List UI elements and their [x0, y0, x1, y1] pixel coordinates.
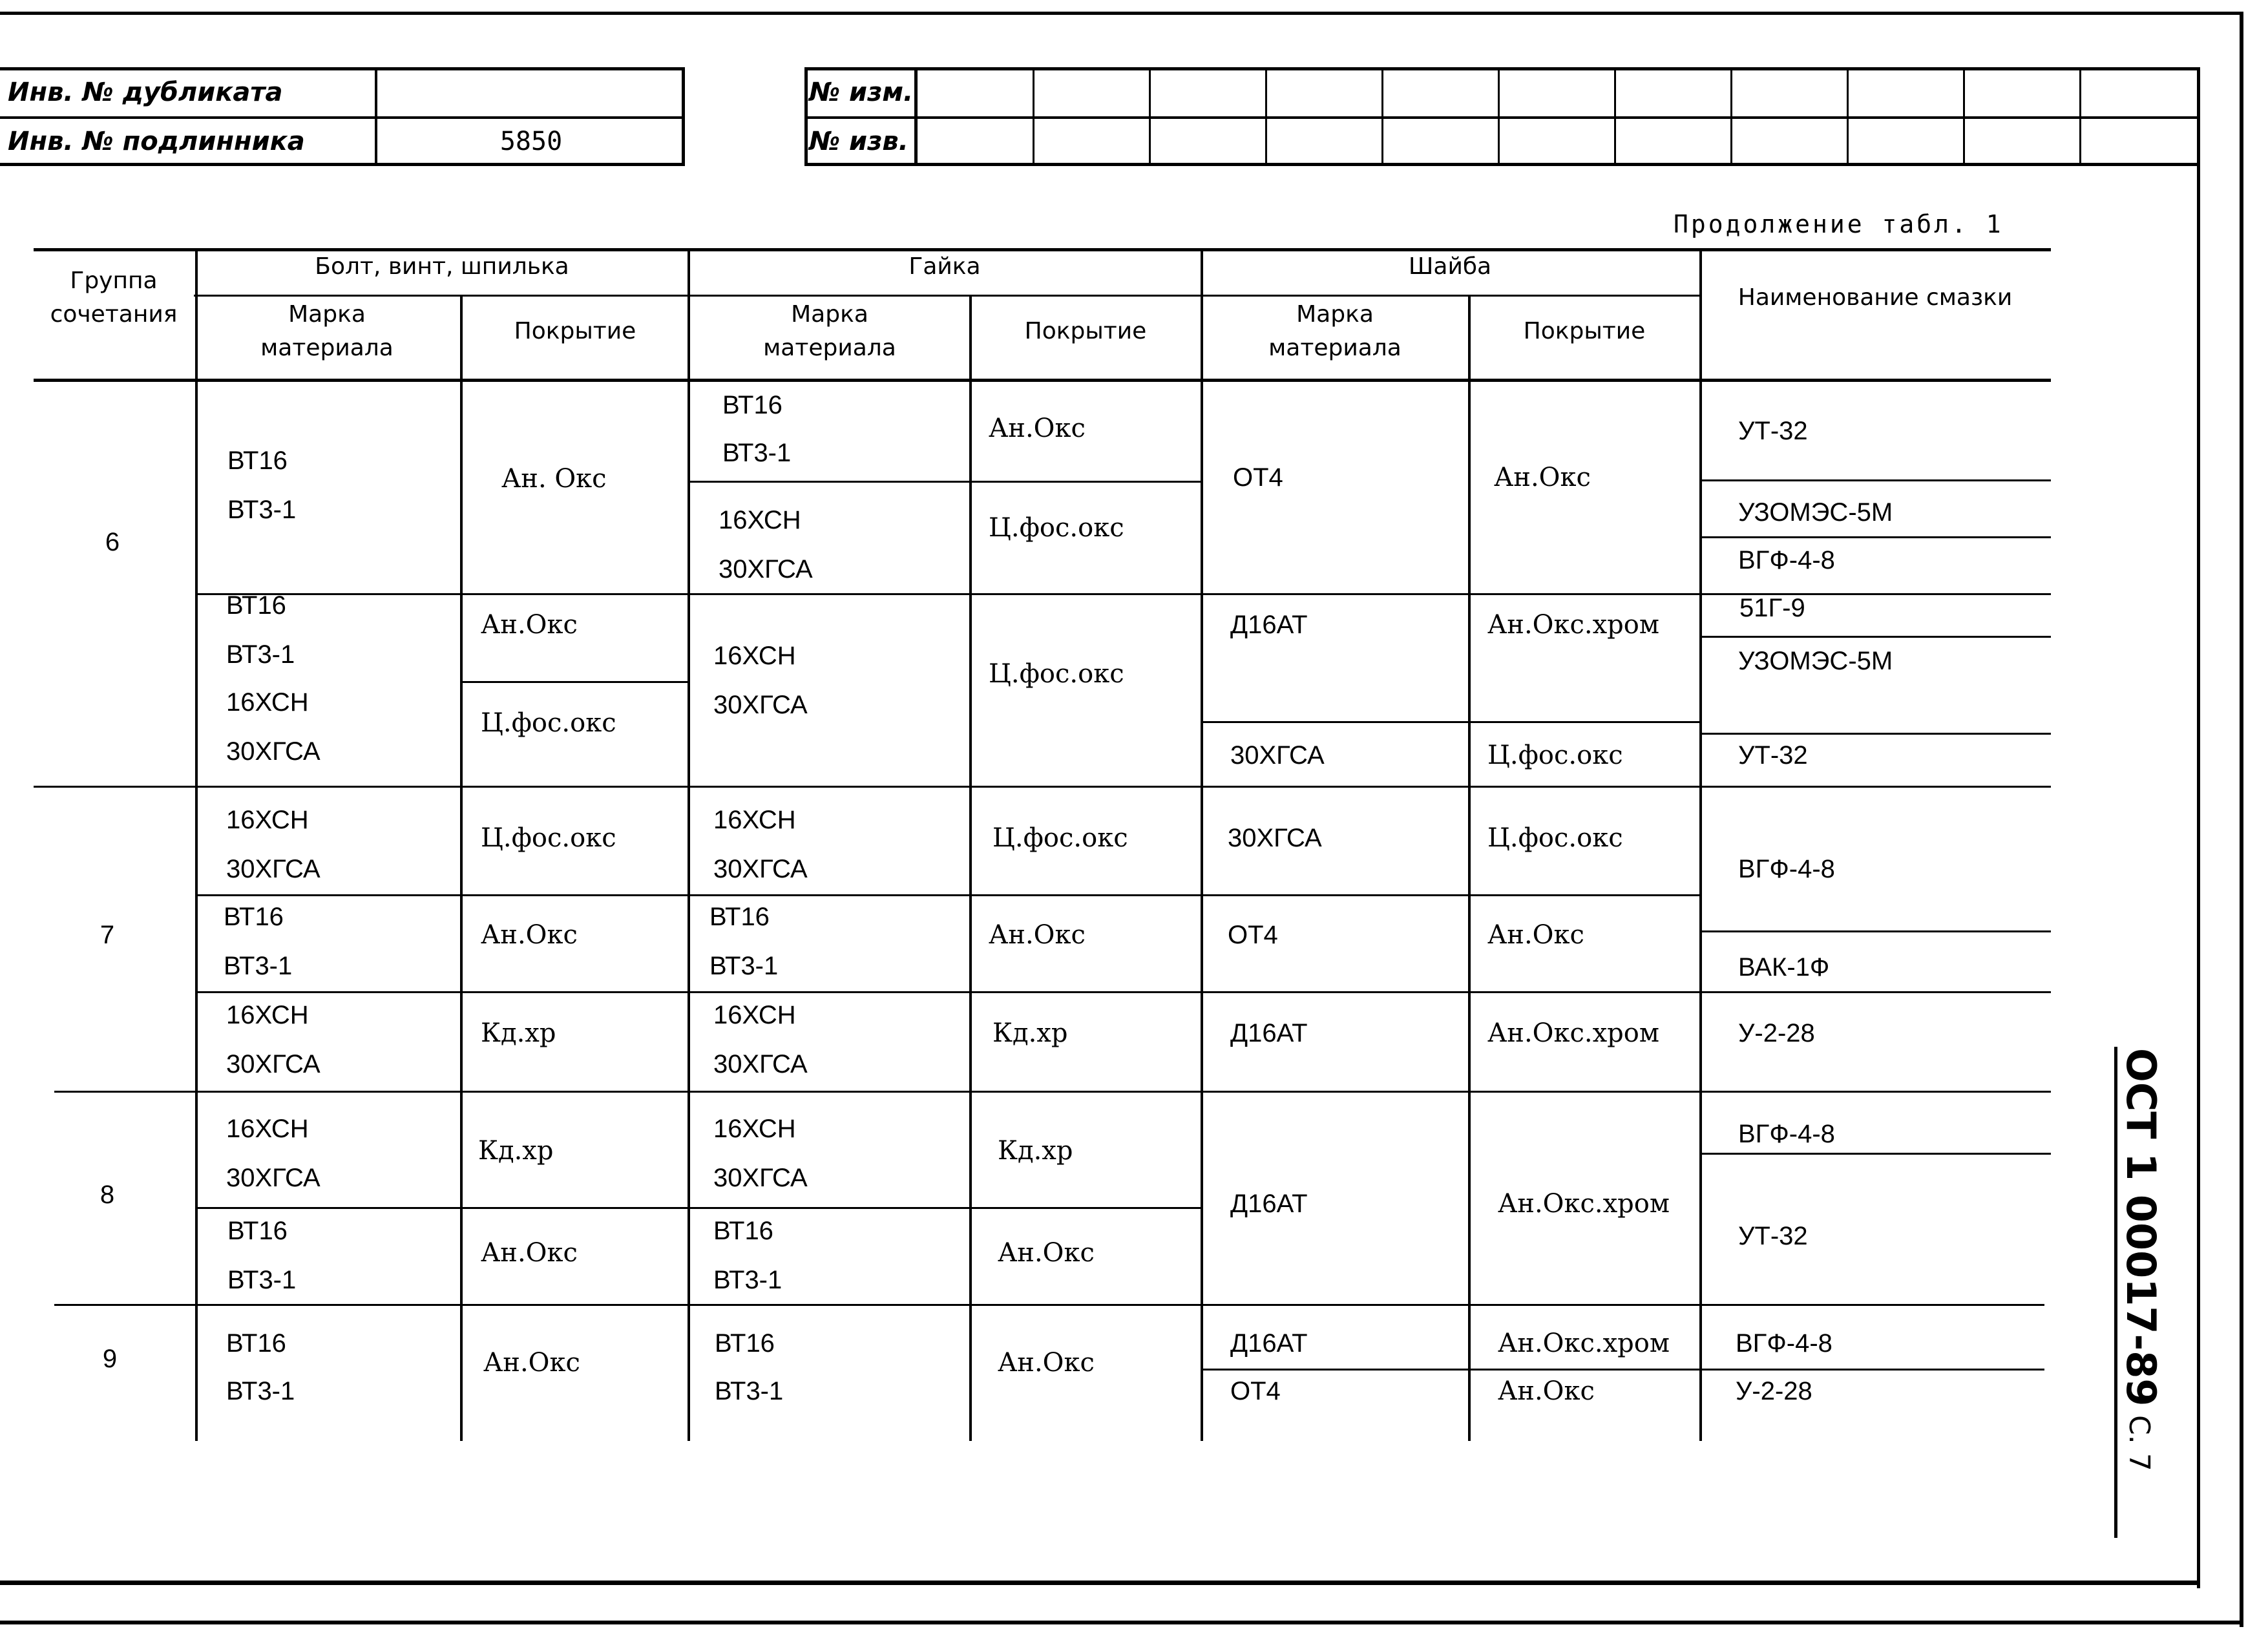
change-number-label: № изм. — [809, 78, 914, 107]
g8-bolt-b-1: ВТ16 — [227, 1217, 288, 1245]
g6-washer-c: 30ХГСА — [1230, 741, 1325, 770]
header-washer-material-2: материала — [1268, 335, 1402, 361]
g6-bolt-b-2: ВТ3-1 — [226, 640, 295, 669]
g9-washer-a-coating: Ан.Окс.хром — [1498, 1329, 1670, 1358]
g7-nut-c-1: 16ХСН — [713, 1001, 796, 1029]
g9-nut-2: ВТ3-1 — [715, 1377, 784, 1405]
header-bolt: Болт, винт, шпилька — [315, 253, 569, 280]
g9-bolt-1: ВТ16 — [226, 1329, 286, 1358]
frame-right-line — [2240, 12, 2243, 1627]
table-caption: Продолжение табл. 1 — [1674, 210, 2004, 238]
g9-lubricant-a: ВГФ-4-8 — [1736, 1329, 1832, 1358]
g6-bolt-a-1: ВТ16 — [227, 446, 288, 475]
g8-bolt-a-1: 16ХСН — [226, 1115, 309, 1143]
header-washer: Шайба — [1408, 253, 1492, 280]
g7-bolt-b-coating: Ан.Окс — [481, 920, 578, 950]
g9-nut-coating: Ан.Окс — [998, 1348, 1095, 1378]
dup-inv-label: Инв. № дубликата — [8, 78, 283, 107]
g6-nut-a-coating: Ан.Окс — [989, 414, 1086, 443]
group-number-8: 8 — [100, 1181, 115, 1209]
header-nut-coating: Покрытие — [1024, 318, 1147, 344]
g8-nut-b-2: ВТ3-1 — [713, 1266, 782, 1294]
header-bolt-coating: Покрытие — [514, 318, 636, 344]
g7-nut-a-coating: Ц.фос.окс — [992, 823, 1128, 853]
g6-lubricant-b: УЗОМЭС-5М — [1738, 498, 1893, 527]
g8-bolt-b-2: ВТ3-1 — [227, 1266, 297, 1294]
g7-bolt-a-coating: Ц.фос.окс — [481, 823, 616, 853]
g7-bolt-b-2: ВТ3-1 — [224, 952, 293, 980]
g7-lubricant-c: У-2-28 — [1738, 1019, 1815, 1047]
g6-bolt-a-2: ВТ3-1 — [227, 496, 297, 524]
g9-washer-a: Д16АТ — [1230, 1329, 1308, 1358]
frame-bottom-line — [0, 1621, 2243, 1624]
g7-washer-b-coating: Ан.Окс — [1487, 920, 1584, 950]
g6-nut-b-coating: Ц.фос.окс — [989, 513, 1124, 543]
header-lubricant: Наименование смазки — [1738, 284, 2013, 311]
header-washer-coating: Покрытие — [1523, 318, 1646, 344]
inner-right-line — [2197, 70, 2200, 1588]
g6-nut-b-1: 16ХСН — [719, 506, 801, 534]
g8-nut-a-coating: Кд.хр — [998, 1136, 1073, 1166]
g7-bolt-b-1: ВТ16 — [224, 903, 284, 931]
header-bolt-material-2: материала — [260, 335, 394, 361]
g6-lubricant-d: 51Г-9 — [1739, 594, 1805, 622]
g8-lubricant-a: ВГФ-4-8 — [1738, 1120, 1835, 1148]
group-number-6: 6 — [105, 528, 120, 556]
g7-nut-b-2: ВТ3-1 — [709, 952, 779, 980]
g6-washer-b-coating: Ан.Окс.хром — [1487, 610, 1659, 640]
g8-washer-coating: Ан.Окс.хром — [1498, 1189, 1670, 1219]
g9-nut-1: ВТ16 — [715, 1329, 775, 1358]
g7-nut-b-1: ВТ16 — [709, 903, 770, 931]
g7-washer-a: 30ХГСА — [1228, 824, 1322, 852]
g8-nut-a-1: 16ХСН — [713, 1115, 796, 1143]
g7-nut-a-1: 16ХСН — [713, 806, 796, 834]
g6-washer-a-coating: Ан.Окс — [1494, 463, 1591, 492]
g7-bolt-c-2: 30ХГСА — [226, 1050, 320, 1078]
g8-washer: Д16АТ — [1230, 1190, 1308, 1218]
g7-nut-c-2: 30ХГСА — [713, 1050, 808, 1078]
g6-washer-c-coating: Ц.фос.окс — [1487, 740, 1623, 770]
frame-top-line — [0, 12, 2242, 15]
g7-washer-b: ОТ4 — [1228, 921, 1278, 949]
g9-bolt-coating: Ан.Окс — [483, 1348, 580, 1378]
g7-washer-a-coating: Ц.фос.окс — [1487, 823, 1623, 853]
document-code: ОСТ 1 00017-89 — [2117, 1048, 2165, 1407]
g8-bolt-a-2: 30ХГСА — [226, 1164, 320, 1192]
g7-nut-c-coating: Кд.хр — [992, 1018, 1068, 1048]
g8-bolt-b-coating: Ан.Окс — [481, 1238, 578, 1268]
g6-nut-c-coating: Ц.фос.окс — [989, 659, 1124, 689]
g7-nut-b-coating: Ан.Окс — [989, 920, 1086, 950]
g6-lubricant-a: УТ-32 — [1738, 417, 1808, 445]
g9-washer-b-coating: Ан.Окс — [1498, 1376, 1595, 1406]
g8-bolt-a-coating: Кд.хр — [478, 1136, 554, 1166]
g6-nut-c-2: 30ХГСА — [713, 691, 808, 719]
header-nut-material-1: Марка — [791, 301, 868, 328]
orig-inv-label: Инв. № подлинника — [8, 127, 305, 156]
g7-lubricant-a: ВГФ-4-8 — [1738, 855, 1835, 883]
g8-nut-a-2: 30ХГСА — [713, 1164, 808, 1192]
g6-washer-b: Д16АТ — [1230, 611, 1308, 639]
g9-lubricant-b: У-2-28 — [1736, 1377, 1812, 1405]
g7-bolt-a-2: 30ХГСА — [226, 855, 320, 883]
g8-lubricant-b: УТ-32 — [1738, 1222, 1808, 1250]
header-group-line2: сочетания — [50, 301, 178, 328]
g7-bolt-c-1: 16ХСН — [226, 1001, 309, 1029]
group-number-9: 9 — [102, 1345, 118, 1373]
g6-washer-a: ОТ4 — [1233, 463, 1283, 492]
header-group-line1: Группа — [70, 268, 158, 294]
g6-nut-a-2: ВТ3-1 — [722, 439, 792, 467]
g6-nut-a-1: ВТ16 — [722, 391, 782, 419]
g6-nut-c-1: 16ХСН — [713, 642, 796, 670]
g8-nut-b-coating: Ан.Окс — [998, 1238, 1095, 1268]
notice-number-label: № изв. — [809, 127, 908, 156]
g6-bolt-b-1: ВТ16 — [226, 591, 286, 620]
header-nut: Гайка — [908, 253, 981, 280]
g6-bolt-c-1: 16ХСН — [226, 688, 309, 717]
g9-bolt-2: ВТ3-1 — [226, 1377, 295, 1405]
g8-nut-b-1: ВТ16 — [713, 1217, 773, 1245]
g7-bolt-a-1: 16ХСН — [226, 806, 309, 834]
header-washer-material-1: Марка — [1296, 301, 1374, 328]
g6-nut-b-2: 30ХГСА — [719, 555, 813, 583]
g6-bolt-a-coating: Ан. Окс — [501, 464, 607, 494]
g6-lubricant-c: ВГФ-4-8 — [1738, 546, 1835, 574]
g6-bolt-c-2: 30ХГСА — [226, 737, 320, 766]
g6-lubricant-e: УЗОМЭС-5М — [1738, 647, 1893, 675]
g6-bolt-c-coating: Ц.фос.окс — [481, 708, 616, 738]
header-nut-material-2: материала — [763, 335, 896, 361]
g7-lubricant-b: ВАК-1Ф — [1738, 953, 1830, 982]
header-bolt-material-1: Марка — [288, 301, 366, 328]
orig-inv-value: 5850 — [499, 127, 563, 156]
group-number-7: 7 — [100, 921, 115, 949]
page-number: С. 7 — [2123, 1415, 2156, 1471]
g9-washer-b: ОТ4 — [1230, 1377, 1281, 1405]
g7-bolt-c-coating: Кд.хр — [481, 1018, 556, 1048]
g7-nut-a-2: 30ХГСА — [713, 855, 808, 883]
g7-washer-c: Д16АТ — [1230, 1019, 1308, 1047]
g7-washer-c-coating: Ан.Окс.хром — [1487, 1018, 1659, 1048]
g6-lubricant-f: УТ-32 — [1738, 741, 1808, 770]
g6-bolt-b-coating: Ан.Окс — [481, 610, 578, 640]
inner-bottom-line — [0, 1581, 2200, 1585]
